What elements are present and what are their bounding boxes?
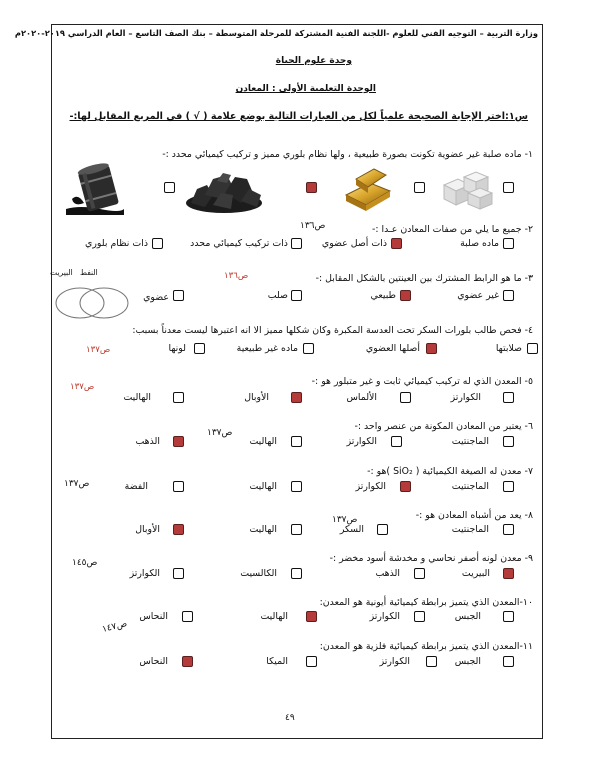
q3-option-4-checkbox[interactable]	[173, 290, 184, 301]
q6-option-3: الهاليت	[249, 436, 277, 447]
q11-option-4: النحاس	[139, 656, 168, 667]
q2-page-ref: ص١٣٦	[300, 221, 326, 231]
question-9-text: ٩- معدن لونه أصفر نحاسي و مخدشة أسود مخضر :-	[329, 553, 533, 564]
q9-option-2-checkbox[interactable]	[414, 568, 425, 579]
question-8-text: ٨- يعد من أشباه المعادن هو :-	[415, 510, 533, 521]
question-3-text: ٣- ما هو الرابط المشترك بين العينتين بالشكل المقابل :-	[315, 273, 533, 284]
oil-barrel-icon	[60, 163, 126, 217]
q4-option-2-checkbox[interactable]	[426, 343, 437, 354]
q8-option-2-checkbox[interactable]	[377, 524, 388, 535]
q7-option-2-checkbox[interactable]	[400, 481, 411, 492]
question-10-text: ١٠-المعدن الذي يتميز برابطة كيميائية أيونية هو المعدن:	[319, 597, 533, 608]
q6-option-1-checkbox[interactable]	[503, 436, 514, 447]
ministry-header: وزارة التربية – التوجيه الفني للعلوم -اللجنة الفنية المشتركة للمرحلة المتوسطة – بنك الصف التاسع – العام الدراسي ٢٠١٩-٢٠٢٠م	[14, 28, 538, 38]
q6-option-4: الذهب	[135, 436, 160, 447]
q9-option-2: الذهب	[375, 568, 400, 579]
q7-option-4: الفضة	[124, 481, 148, 492]
q2-option-1-checkbox[interactable]	[503, 238, 514, 249]
q10-option-4: النحاس	[139, 611, 168, 622]
q2-option-4-checkbox[interactable]	[152, 238, 163, 249]
unit-title: وحدة علوم الحياة	[275, 56, 352, 66]
q2-option-2: ذات أصل عضوي	[321, 238, 387, 249]
question-4-text: ٤- فحص طالب بلورات السكر تحت العدسة المكبرة وكان شكلها مميز الا انه اعتبرها ليست معدناً بسبب:	[132, 325, 533, 336]
q7-option-4-checkbox[interactable]	[173, 481, 184, 492]
q8-option-1-checkbox[interactable]	[503, 524, 514, 535]
q5-option-1-checkbox[interactable]	[503, 392, 514, 403]
q3-page-ref: ص١٣٦	[224, 271, 249, 281]
q6-page-ref: ص١٣٧	[207, 428, 233, 438]
sugar-cubes-icon	[438, 165, 494, 211]
q5-page-ref: ص١٣٧	[70, 382, 95, 392]
q3-option-4: عضوي	[143, 292, 169, 303]
q7-option-3-checkbox[interactable]	[291, 481, 302, 492]
q5-option-4: الهاليت	[123, 392, 151, 403]
q8-option-1: الماجنتيت	[451, 524, 489, 535]
q1-option-4-checkbox[interactable]	[164, 182, 175, 193]
q6-option-2: الكوارتز	[346, 436, 377, 447]
q10-option-3: الهاليت	[260, 611, 288, 622]
q9-option-3-checkbox[interactable]	[291, 568, 302, 579]
q5-option-3: الأوبال	[244, 392, 269, 403]
q10-option-1-checkbox[interactable]	[503, 611, 514, 622]
q6-option-1: الماجنتيت	[451, 436, 489, 447]
q8-option-2: السكر	[339, 524, 364, 535]
q8-option-3: الهاليت	[249, 524, 277, 535]
page-number: ٤٩	[285, 713, 295, 723]
q2-option-3: ذات تركيب كيميائي محدد	[190, 238, 288, 249]
question-6-text: ٦- يعتبر من المعادن المكونة من عنصر واحد :-	[354, 421, 533, 432]
q11-option-1: الجبس	[454, 656, 481, 667]
question-2-text: ٢- جميع ما يلي من صفات المعادن عـدا :-	[372, 224, 533, 235]
q8-option-4-checkbox[interactable]	[173, 524, 184, 535]
q2-option-2-checkbox[interactable]	[391, 238, 402, 249]
q5-option-2: الألماس	[346, 392, 377, 403]
q2-option-3-checkbox[interactable]	[291, 238, 302, 249]
q3-option-1-checkbox[interactable]	[503, 290, 514, 301]
q4-option-1-checkbox[interactable]	[527, 343, 538, 354]
q9-page-ref: ص١٤٥	[72, 558, 98, 568]
q4-option-4-checkbox[interactable]	[194, 343, 205, 354]
question-5-text: ٥- المعدن الذي له تركيب كيميائي ثابت و غير متبلور هو :-	[311, 376, 533, 387]
q9-option-1: البيريت	[461, 568, 490, 579]
gold-bars-icon	[340, 165, 396, 213]
q10-option-3-checkbox[interactable]	[306, 611, 317, 622]
q1-option-3-checkbox[interactable]	[306, 182, 317, 193]
q11-option-2-checkbox[interactable]	[426, 656, 437, 667]
q3-option-1: غير عضوي	[457, 290, 499, 301]
lesson-title: الوحدة التعلمية الأولى : المعادن	[235, 84, 376, 94]
q11-option-3: الميكا	[266, 656, 288, 667]
coal-icon	[183, 165, 265, 215]
q1-option-1-checkbox[interactable]	[503, 182, 514, 193]
q11-option-3-checkbox[interactable]	[306, 656, 317, 667]
q4-option-1: صلابتها	[495, 343, 522, 354]
q3-option-2-checkbox[interactable]	[400, 290, 411, 301]
q2-option-4: ذات نظام بلوري	[85, 238, 148, 249]
q4-option-2: أصلها العضوي	[365, 343, 420, 354]
venn-left-label: النفط	[80, 268, 98, 277]
q2-option-1: ماده صلبة	[460, 238, 499, 249]
q3-option-3: صلب	[267, 290, 288, 301]
q4-option-3: ماده غير طبيعية	[236, 343, 298, 354]
q8-page-ref: ص١٣٧	[332, 515, 358, 525]
q6-option-2-checkbox[interactable]	[391, 436, 402, 447]
question-7-text: ٧- معدن له الصيغة الكيميائية ( SiO₂ )هو :-	[367, 466, 533, 477]
question-1-text: ١- ماده صلبة غير عضوية تكونت بصورة طبيعية ، ولها نظام بلوري مميز و تركيب كيميائي محدد :-	[162, 149, 533, 160]
q4-page-ref: ص١٣٧	[86, 345, 111, 355]
q4-option-3-checkbox[interactable]	[303, 343, 314, 354]
venn-diagram	[50, 276, 132, 322]
q10-page-ref: ص١٤٧	[101, 619, 129, 635]
q5-option-4-checkbox[interactable]	[173, 392, 184, 403]
q9-option-1-checkbox[interactable]	[503, 568, 514, 579]
q5-option-2-checkbox[interactable]	[400, 392, 411, 403]
q3-option-2: طبيعي	[370, 290, 396, 301]
q8-option-3-checkbox[interactable]	[291, 524, 302, 535]
q5-option-3-checkbox[interactable]	[291, 392, 302, 403]
q8-option-4: الأوبال	[135, 524, 160, 535]
q10-option-1: الجبس	[454, 611, 481, 622]
q6-option-4-checkbox[interactable]	[173, 436, 184, 447]
q1-option-2-checkbox[interactable]	[414, 182, 425, 193]
q7-page-ref: ص١٣٧	[64, 479, 90, 489]
q11-option-2: الكوارتز	[379, 656, 410, 667]
q4-option-4: لونها	[168, 343, 186, 354]
q7-option-3: الهاليت	[249, 481, 277, 492]
q6-option-3-checkbox[interactable]	[291, 436, 302, 447]
venn-right-label: البيريت	[50, 268, 73, 277]
q5-option-1: الكوارتز	[450, 392, 481, 403]
q10-option-2: الكوارتز	[369, 611, 400, 622]
q7-option-1: الماجنتيت	[451, 481, 489, 492]
q7-option-1-checkbox[interactable]	[503, 481, 514, 492]
q7-option-2: الكوارتز	[355, 481, 386, 492]
instructions: س١:اختر الإجابة الصحيحة علمياً لكل من العبارات التالية بوضع علامة ( √ ) في المربع المقابل لها:-	[69, 111, 528, 122]
question-11-text: ١١-المعدن الذي يتميز برابطة كيميائية فلزية هو المعدن:	[319, 641, 533, 652]
q9-option-3: الكالسيت	[240, 568, 277, 579]
q10-option-2-checkbox[interactable]	[414, 611, 425, 622]
q9-option-4: الكوارتز	[129, 568, 160, 579]
q3-option-3-checkbox[interactable]	[291, 290, 302, 301]
q11-option-4-checkbox[interactable]	[182, 656, 193, 667]
q9-option-4-checkbox[interactable]	[173, 568, 184, 579]
q11-option-1-checkbox[interactable]	[503, 656, 514, 667]
q10-option-4-checkbox[interactable]	[182, 611, 193, 622]
